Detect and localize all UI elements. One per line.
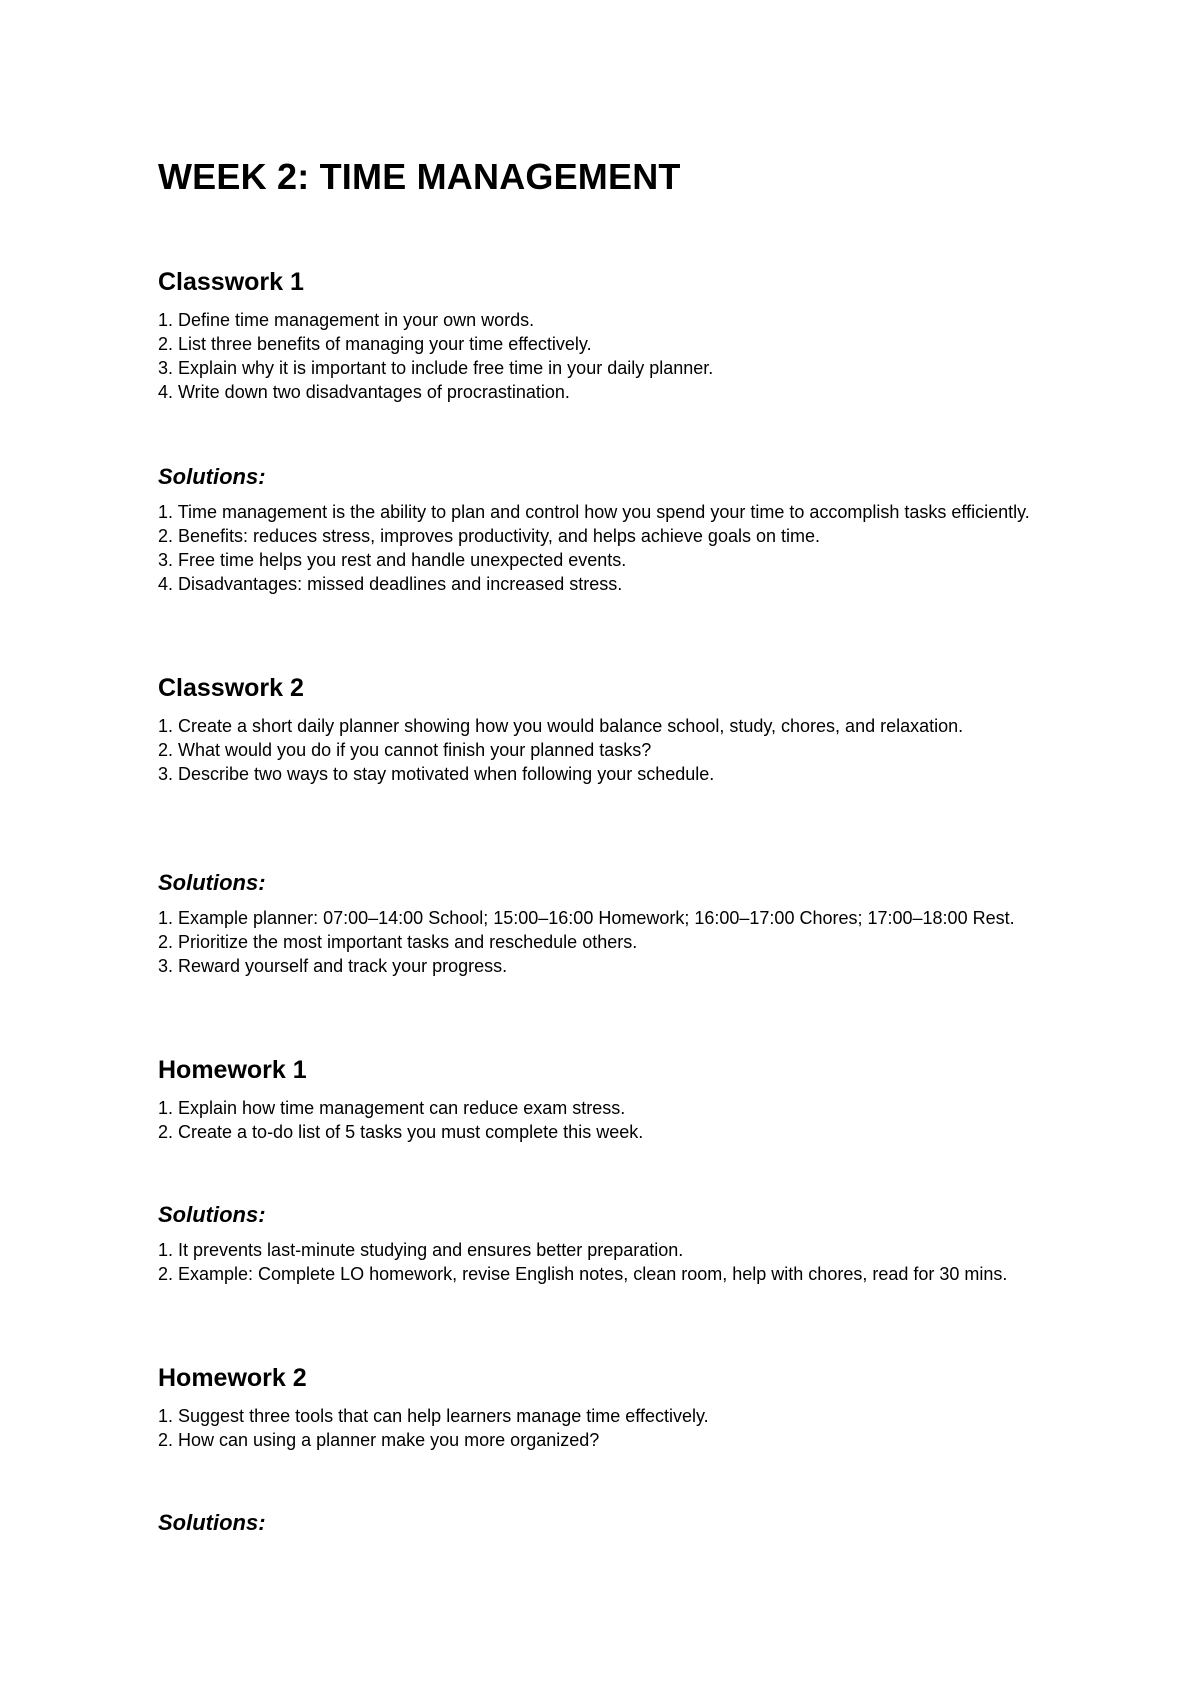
section-homework-1 (158, 1054, 1058, 1144)
solution-item: 3. Free time helps you rest and handle unexpected events. (158, 550, 627, 570)
question-list (158, 1404, 1058, 1452)
solution-item: 2. Example: Complete LO homework, revise English notes, clean room, help with chores, read for 30 mins. (158, 1264, 1008, 1284)
solution-item: 1. It prevents last-minute studying and ensures better preparation. (158, 1240, 684, 1260)
section-heading: Classwork 1 (158, 268, 304, 296)
solutions-classwork-2 (158, 868, 1058, 978)
question-item: 2. Create a to-do list of 5 tasks you must complete this week. (158, 1122, 644, 1142)
solution-item: 1. Example planner: 07:00–14:00 School; 15:00–16:00 Homework; 16:00–17:00 Chores; 17:00–18:00 Rest. (158, 908, 1015, 928)
question-item: 1. Define time management in your own words. (158, 310, 535, 330)
question-item: 1. Explain how time management can reduce exam stress. (158, 1098, 626, 1118)
solution-item: 3. Reward yourself and track your progress. (158, 956, 508, 976)
question-item: 2. What would you do if you cannot finish your planned tasks? (158, 740, 652, 760)
solution-item: 4. Disadvantages: missed deadlines and increased stress. (158, 574, 623, 594)
section-heading: Homework 1 (158, 1056, 307, 1084)
solution-list (158, 1238, 1058, 1286)
solutions-homework-1 (158, 1200, 1058, 1286)
solution-list (158, 500, 1058, 596)
solution-item: 2. Prioritize the most important tasks and reschedule others. (158, 932, 638, 952)
solutions-classwork-1 (158, 462, 1058, 596)
solution-item: 1. Time management is the ability to plan and control how you spend your time to accomplish tasks efficiently. (158, 502, 1030, 522)
solutions-heading: Solutions: (158, 1510, 266, 1535)
section-heading: Homework 2 (158, 1364, 307, 1392)
section-classwork-2 (158, 672, 1058, 786)
question-item: 2. How can using a planner make you more organized? (158, 1430, 600, 1450)
section-homework-2 (158, 1362, 1058, 1452)
solutions-heading: Solutions: (158, 870, 266, 895)
question-list (158, 714, 1058, 786)
question-item: 3. Explain why it is important to include free time in your daily planner. (158, 358, 714, 378)
question-item: 4. Write down two disadvantages of procrastination. (158, 382, 570, 402)
question-item: 1. Create a short daily planner showing how you would balance school, study, chores, and relaxation. (158, 716, 964, 736)
section-classwork-1 (158, 266, 1058, 404)
solution-item: 2. Benefits: reduces stress, improves productivity, and helps achieve goals on time. (158, 526, 820, 546)
document-title: WEEK 2: TIME MANAGEMENT (158, 156, 681, 197)
question-item: 2. List three benefits of managing your time effectively. (158, 334, 592, 354)
question-item: 3. Describe two ways to stay motivated when following your schedule. (158, 764, 715, 784)
solutions-heading: Solutions: (158, 464, 266, 489)
question-list (158, 308, 1058, 404)
question-list (158, 1096, 1058, 1144)
solutions-homework-2 (158, 1508, 1058, 1546)
solutions-heading: Solutions: (158, 1202, 266, 1227)
question-item: 1. Suggest three tools that can help learners manage time effectively. (158, 1406, 709, 1426)
solution-list (158, 906, 1058, 978)
section-heading: Classwork 2 (158, 674, 304, 702)
